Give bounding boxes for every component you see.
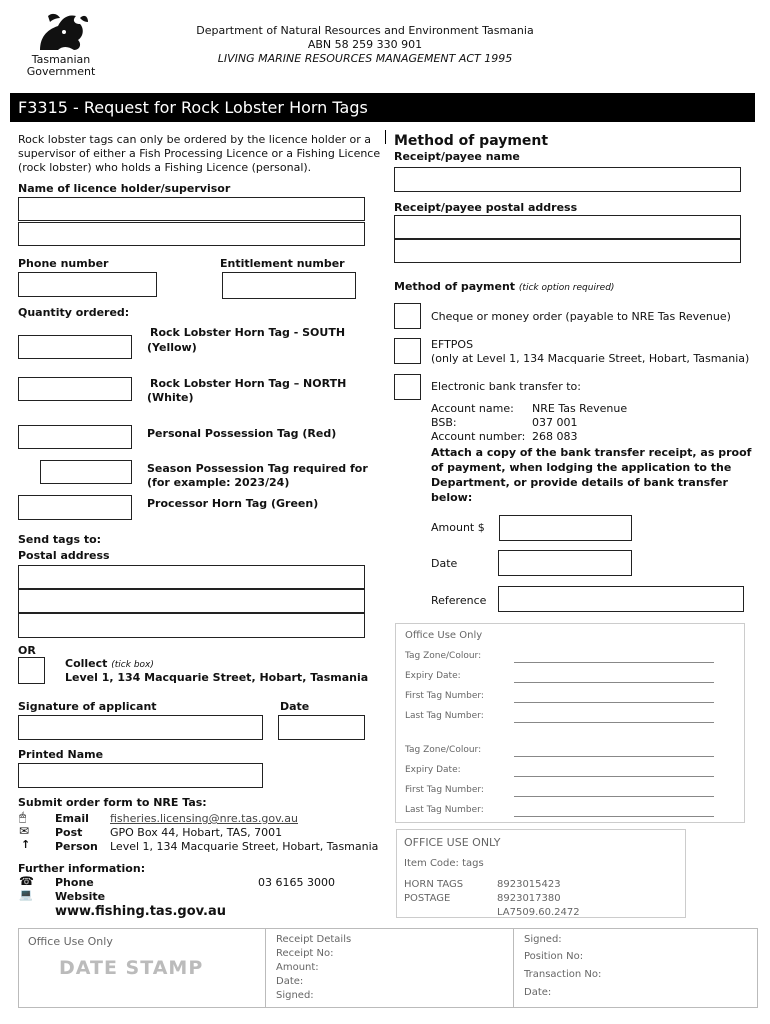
signed-line-1: Signed:: [524, 934, 562, 945]
title-bar: [10, 93, 755, 122]
processor-tag-quantity[interactable]: [18, 495, 132, 520]
receipt-line-1: Receipt Details: [276, 934, 352, 945]
office-row-2: Expiry Date:: [405, 671, 461, 681]
account-number-label: Account number:: [431, 430, 526, 443]
collect-address: Level 1, 134 Macquarie Street, Hobart, Tasmania: [65, 671, 369, 684]
office-use-title: Office Use Only: [405, 630, 483, 641]
office-row-6: Expiry Date:: [405, 765, 461, 775]
eftpos-label-2: (only at Level 1, 134 Macquarie Street, Hobart, Tasmania): [431, 352, 750, 365]
bank-transfer-label: Electronic bank transfer to:: [431, 380, 581, 393]
office-row-4: Last Tag Number:: [405, 711, 484, 721]
act-name: LIVING MARINE RESOURCES MANAGEMENT ACT 1995: [217, 52, 513, 65]
intro-line-1: Rock lobster tags can only be ordered by the licence holder or a: [18, 133, 372, 146]
signature-input[interactable]: [18, 715, 263, 740]
name-input-2[interactable]: [18, 222, 365, 246]
receipt-name-label: Receipt/payee name: [394, 150, 520, 163]
person-icon: ↑: [21, 838, 31, 851]
signature-date-label: Date: [280, 700, 310, 713]
eftpos-label-1: EFTPOS: [431, 338, 474, 351]
office-row-5-line: [514, 756, 714, 757]
office-row-5: Tag Zone/Colour:: [405, 745, 482, 755]
method-hint: (tick option required): [518, 283, 615, 293]
office-row-3: First Tag Number:: [405, 691, 484, 701]
office-row-1: Tag Zone/Colour:: [405, 651, 482, 661]
receipt-address-input-2[interactable]: [394, 239, 741, 263]
phone-info-label: Phone: [55, 876, 94, 889]
phone-label: Phone number: [18, 257, 109, 270]
footer-office-label: Office Use Only: [28, 935, 113, 948]
name-input-1[interactable]: [18, 197, 365, 221]
footer-office-panel: [18, 928, 758, 1008]
cheque-label: Cheque or money order (payable to NRE Tas Revenue): [431, 310, 731, 323]
phone-icon: ☎: [19, 874, 34, 888]
office-row-8-line: [514, 816, 714, 817]
method-label: [394, 280, 614, 293]
north-tag-label-2: (White): [147, 391, 194, 404]
south-tag-label-2: (Yellow): [147, 341, 197, 354]
bank-transfer-checkbox[interactable]: [394, 374, 421, 400]
quantity-label: Quantity ordered:: [18, 306, 130, 319]
horn-tags-code: 8923015423: [497, 879, 561, 890]
send-tags-label: Send tags to:: [18, 533, 102, 546]
item-code: Item Code: tags: [404, 858, 484, 869]
signed-line-2: Position No:: [524, 951, 584, 962]
person-value: Level 1, 134 Macquarie Street, Hobart, Tasmania: [110, 840, 379, 853]
envelope-icon: ✉: [19, 824, 30, 838]
collect-checkbox[interactable]: [18, 657, 45, 684]
receipt-line-4: Date:: [276, 976, 304, 987]
devil-logo-icon: [18, 10, 104, 54]
south-tag-quantity[interactable]: [18, 335, 132, 359]
horn-tags-label: HORN TAGS: [404, 879, 464, 890]
printed-name-input[interactable]: [18, 763, 263, 788]
receipt-line-2: Receipt No:: [276, 948, 334, 959]
office-row-2-line: [514, 682, 714, 683]
reference-label: Reference: [431, 594, 487, 607]
receipt-line-3: Amount:: [276, 962, 319, 973]
email-label: Email: [55, 812, 89, 825]
office-row-4-line: [514, 722, 714, 723]
footer-divider-1: [265, 929, 266, 1007]
attach-note-3: Department, or provide details of bank transfer: [431, 476, 728, 489]
south-tag-label-1: Rock Lobster Horn Tag - SOUTH: [150, 326, 346, 339]
department-name: Department of Natural Resources and Environment Tasmania: [196, 24, 534, 37]
postage-code: 8923017380: [497, 893, 561, 904]
account-name-value: NRE Tas Revenue: [532, 402, 628, 415]
abn: ABN 58 259 330 901: [307, 38, 423, 51]
post-value: GPO Box 44, Hobart, TAS, 7001: [110, 826, 283, 839]
signature-date-input[interactable]: [278, 715, 365, 740]
amount-input[interactable]: [499, 515, 632, 541]
personal-tag-label: Personal Possession Tag (Red): [147, 427, 337, 440]
office-row-7: First Tag Number:: [405, 785, 484, 795]
attach-note-4: below:: [431, 491, 473, 504]
further-info-title: Further information:: [18, 862, 146, 875]
phone-input[interactable]: [18, 272, 157, 297]
entitlement-label: Entitlement number: [220, 257, 345, 270]
season-tag-label-1: Season Possession Tag required for: [147, 462, 368, 475]
intro-line-3: (rock lobster) who holds a Fishing Licence (personal).: [18, 161, 312, 174]
bsb-label: BSB:: [431, 416, 457, 429]
postal-address-input-1[interactable]: [18, 565, 365, 589]
account-number-value: 268 083: [532, 430, 578, 443]
north-tag-label-1: Rock Lobster Horn Tag – NORTH: [150, 377, 347, 390]
footer-divider-2: [513, 929, 514, 1007]
receipt-address-label: Receipt/payee postal address: [394, 201, 578, 214]
office-row-1-line: [514, 662, 714, 663]
printed-name-label: Printed Name: [18, 748, 104, 761]
date-stamp: DATE STAMP: [59, 957, 204, 979]
or-label: OR: [18, 644, 36, 657]
office-row-3-line: [514, 702, 714, 703]
bsb-value: 037 001: [532, 416, 578, 429]
mouse-icon: 🖱: [19, 810, 27, 824]
season-tag-input[interactable]: [40, 460, 132, 484]
collect-label: [65, 657, 154, 670]
website-link[interactable]: www.fishing.tas.gov.au: [55, 904, 226, 919]
office-row-7-line: [514, 796, 714, 797]
extra-code: LA7509.60.2472: [497, 907, 580, 918]
receipt-line-5: Signed:: [276, 990, 314, 1001]
logo: [18, 10, 104, 76]
postal-address-input-3[interactable]: [18, 613, 365, 638]
reference-input[interactable]: [498, 586, 744, 612]
intro-line-2: supervisor of either a Fish Processing Licence or a Fishing Licence: [18, 147, 381, 160]
attach-note-1: Attach a copy of the bank transfer receipt, as proof: [431, 446, 752, 459]
attach-note-2: of payment, when lodging the application to the: [431, 461, 732, 474]
office-row-8: Last Tag Number:: [405, 805, 484, 815]
postage-label: POSTAGE: [404, 893, 451, 904]
page-title: F3315 - Request for Rock Lobster Horn Tags: [18, 98, 368, 117]
personal-tag-quantity[interactable]: [18, 425, 132, 449]
post-label: Post: [55, 826, 83, 839]
account-name-label: Account name:: [431, 402, 514, 415]
office-use-panel-codes: [396, 829, 686, 918]
receipt-address-input-1[interactable]: [394, 215, 741, 239]
postal-address-label: Postal address: [18, 549, 110, 562]
eftpos-checkbox[interactable]: [394, 338, 421, 364]
person-label: Person: [55, 840, 98, 853]
phone-info-value: 03 6165 3000: [258, 876, 335, 889]
column-divider: [385, 130, 386, 144]
office-use-panel: [395, 623, 745, 823]
logo-text: Tasmanian Government: [26, 53, 96, 78]
signed-line-3: Transaction No:: [524, 969, 602, 980]
payment-date-label: Date: [431, 557, 458, 570]
submit-title: Submit order form to NRE Tas:: [18, 796, 207, 809]
north-tag-quantity[interactable]: [18, 377, 132, 401]
cheque-checkbox[interactable]: [394, 303, 421, 329]
signature-label: Signature of applicant: [18, 700, 157, 713]
entitlement-input[interactable]: [222, 272, 356, 299]
office-codes-title: OFFICE USE ONLY: [404, 836, 501, 849]
website-label: Website: [55, 890, 106, 903]
name-label: Name of licence holder/supervisor: [18, 182, 231, 195]
office-row-6-line: [514, 776, 714, 777]
method-of-payment-title: Method of payment: [394, 133, 549, 149]
postal-address-input-2[interactable]: [18, 589, 365, 613]
email-link[interactable]: fisheries.licensing@nre.tas.gov.au: [110, 812, 298, 825]
collect-hint: (tick box): [111, 660, 154, 670]
processor-tag-label: Processor Horn Tag (Green): [147, 497, 319, 510]
computer-icon: 💻: [19, 888, 33, 901]
receipt-name-input[interactable]: [394, 167, 741, 192]
signed-line-4: Date:: [524, 987, 552, 998]
collect-text: Collect: [65, 657, 108, 670]
method-text: Method of payment: [394, 280, 516, 293]
payment-date-input[interactable]: [498, 550, 632, 576]
amount-label: Amount $: [431, 521, 485, 534]
season-tag-label-2: (for example: 2023/24): [147, 476, 290, 489]
